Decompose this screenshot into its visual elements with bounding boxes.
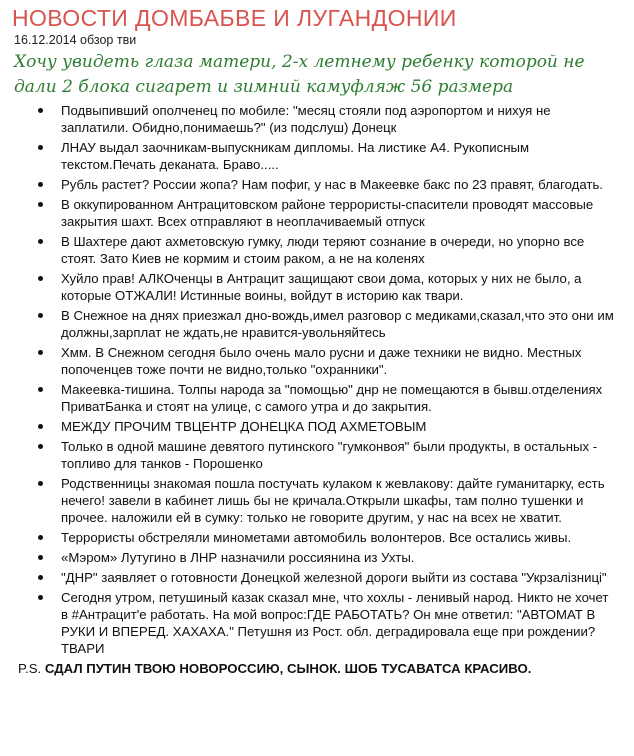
list-item: В оккупированном Антрацитовском районе террористы-спасители проводят массовые закрытия шахт. Всех отправляют в неоплачиваемый отпуск (12, 196, 624, 230)
list-item: В Шахтере дают ахметовскую гумку, люди теряют сознание в очереди, но упорно все стоят. Зато Киев не кормим и стоим раком, а не на коленях (12, 233, 624, 267)
list-item: Макеевка-тишина. Толпы народа за "помощью" днр не помещаются в бывш.отделениях ПриватБанка и стоят на улице, с самого утра и до закрытия. (12, 381, 624, 415)
postscript (18, 660, 624, 678)
list-item: Хмм. В Снежном сегодня было очень мало русни и даже техники не видно. Местных попоченцев тоже почти не видно,только "охранники". (12, 344, 624, 378)
list-item: В Снежное на днях приезжал дно-вождь,имел разговор с медиками,сказал,что это они им должны,зарплат не ждать,не нравится-увольняйтесь (12, 307, 624, 341)
list-item: Хуйло прав! АЛКОченцы в Антрацит защищают свои дома, которых у них не было, а которые ОТЖАЛИ! Истинные воины, войдут в историю как твари. (12, 270, 624, 304)
list-item: Только в одной машине девятого путинского "гумконвоя" были продукты, в остальных - топливо для танков - Порошенко (12, 438, 624, 472)
list-item: Сегодня утром, петушиный казак сказал мне, что хохлы - ленивый народ. Никто не хочет в #Антрацит'е работать. На мой вопрос:ГДЕ РАБОТАТЬ? Он мне ответил: "АВТОМАТ В РУКИ И ВПЕРЕД. ХАХАХА." Петушня из Рост. обл. деградировала еще при рождении? ТВАРИ (12, 589, 624, 657)
list-item: Террористы обстреляли минометами автомобиль волонтеров. Все остались живы. (12, 529, 624, 546)
list-item: Подвыпивший ополченец по мобиле: "месяц стояли под аэропортом и нихуя не заплатили. Обидно,понимаешь?" (из подслуш) Донецк (12, 102, 624, 136)
list-item: Родственницы знакомая пошла постучать кулаком к жевлакову: дайте гуманитарку, есть нечего! завели в кабинет лишь бы не кричала.Открыли шкафы, там полно тушенки и прочее. наложили ей в сумку: только не говорите другим, у нас на всех не хватит. (12, 475, 624, 526)
news-list (12, 102, 624, 657)
page-title: НОВОСТИ ДОМБАБВЕ И ЛУГАНДОНИИ (12, 5, 457, 31)
list-item: "ДНР" заявляет о готовности Донецкой железной дороги выйти из состава "Укрзалізниці" (12, 569, 624, 586)
list-item: Рубль растет? России жопа? Нам пофиг, у нас в Макеевке бакс по 23 правят, благодать. (12, 176, 624, 193)
list-item: ЛНАУ выдал заочникам-выпускникам дипломы. На листике А4. Рукописным текстом.Печать деканата. Браво..... (12, 139, 624, 173)
postscript-text: СДАЛ ПУТИН ТВОЮ НОВОРОССИЮ, СЫНОК. ШОБ ТУСАВАТСА КРАСИВО. (44, 661, 532, 676)
date-line: 16.12.2014 обзор тви (14, 33, 137, 47)
postscript-prefix: P.S. (18, 661, 45, 676)
subtitle-quote: Хочу увидеть глаза матери, 2-х летнему ребенку которой не дали 2 блока сигарет и зимний камуфляж 56 размера (14, 52, 585, 97)
list-item: МЕЖДУ ПРОЧИМ ТВЦЕНТР ДОНЕЦКА ПОД АХМЕТОВЫМ (12, 418, 624, 435)
list-item: «Мэром» Лутугино в ЛНР назначили россиянина из Ухты. (12, 549, 624, 566)
